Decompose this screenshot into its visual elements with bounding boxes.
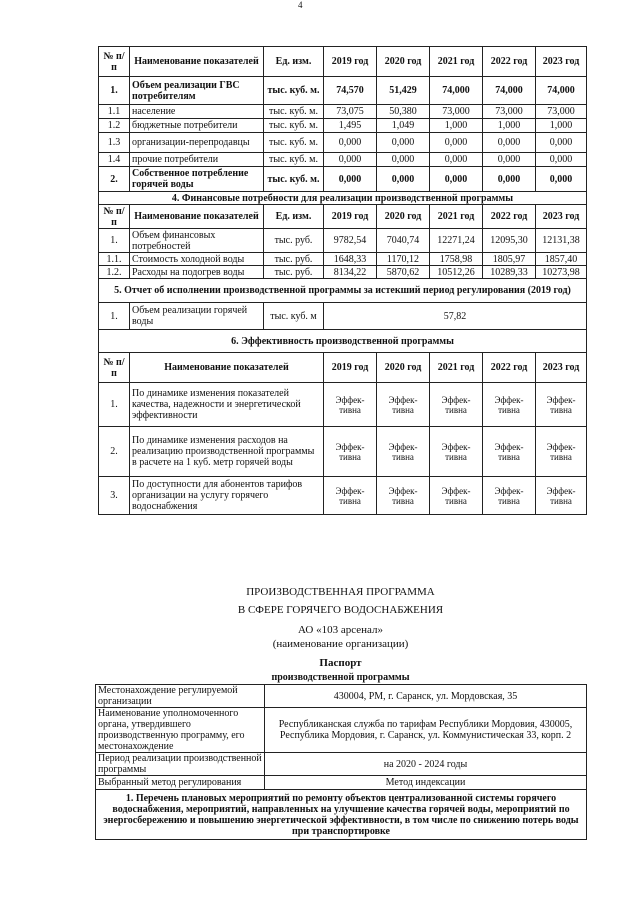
row-value: 8134,22	[324, 266, 377, 279]
row-value: 73,000	[483, 105, 536, 119]
row-value: 0,000	[324, 167, 377, 192]
row-value: 9782,54	[324, 229, 377, 253]
row-number: 1.	[99, 303, 130, 330]
row-value: 1,000	[430, 119, 483, 133]
row-value: 0,000	[430, 153, 483, 167]
header-cell: 2021 год	[430, 205, 483, 229]
passport-label: Наименование уполномоченного органа, утвердившего производственную программу, его местонахождение	[96, 708, 265, 753]
passport-value: на 2020 - 2024 годы	[265, 753, 587, 776]
header-cell: 2022 год	[483, 353, 536, 383]
efficiency-value: Эффек-тивна	[430, 477, 483, 515]
row-unit: тыс. куб. м.	[264, 105, 324, 119]
passport-row	[96, 776, 587, 790]
row-name: бюджетные потребители	[130, 119, 264, 133]
passport-label: Период реализации производственной программы	[96, 753, 265, 776]
table-row	[99, 119, 587, 133]
section-title-row	[96, 790, 587, 840]
header-cell: Наименование показателей	[130, 353, 324, 383]
row-unit: тыс. куб. м.	[264, 119, 324, 133]
row-name: Расходы на подогрев воды	[130, 266, 264, 279]
row-number: 1.	[99, 77, 130, 105]
passport-section-1-title: 1. Перечень плановых мероприятий по ремонту объектов централизованной системы горячего водоснабжения, мероприятий, направленных на улучшение качества горячей воды, мероприятий по энергосбережению и повышению энергетической эффективности, в том числе по снижению потерь воды при транспортировке	[96, 790, 587, 840]
row-value: 0,000	[483, 133, 536, 153]
row-value: 51,429	[377, 77, 430, 105]
section-title-row	[99, 279, 587, 303]
report-value: 57,82	[324, 303, 587, 330]
row-value: 74,570	[324, 77, 377, 105]
header-cell: Ед. изм.	[264, 205, 324, 229]
efficiency-value: Эффек-тивна	[483, 427, 536, 477]
row-name: По динамике изменения показателей качества, надежности и энергетической эффективности	[130, 383, 324, 427]
row-value: 74,000	[430, 77, 483, 105]
table-row	[99, 253, 587, 266]
header-cell: 2020 год	[377, 353, 430, 383]
passport-subtitle: производственной программы	[271, 672, 410, 683]
row-value: 1,000	[536, 119, 587, 133]
header-cell: 2023 год	[536, 353, 587, 383]
row-value: 12131,38	[536, 229, 587, 253]
header-cell: Ед. изм.	[264, 47, 324, 77]
efficiency-value: Эффек-тивна	[377, 383, 430, 427]
row-value: 0,000	[536, 133, 587, 153]
header-cell: № п/п	[99, 47, 130, 77]
passport-value: Метод индексации	[265, 776, 587, 790]
row-unit: тыс. куб. м.	[264, 133, 324, 153]
efficiency-value: Эффек-тивна	[324, 427, 377, 477]
row-number: 1.	[99, 229, 130, 253]
row-value: 1648,33	[324, 253, 377, 266]
section-title-row	[99, 192, 587, 205]
efficiency-value: Эффек-тивна	[483, 383, 536, 427]
passport-title: Паспорт	[319, 657, 362, 669]
row-name: Объем реализации горячей воды	[130, 303, 264, 330]
row-unit: тыс. куб. м.	[264, 77, 324, 105]
table-row	[99, 303, 587, 330]
row-value: 1170,12	[377, 253, 430, 266]
row-value: 12271,24	[430, 229, 483, 253]
efficiency-value: Эффек-тивна	[430, 383, 483, 427]
row-number: 2.	[99, 167, 130, 192]
table-header-row	[99, 47, 587, 77]
row-value: 7040,74	[377, 229, 430, 253]
efficiency-value: Эффек-тивна	[430, 427, 483, 477]
section-4-title: 4. Финансовые потребности для реализации производственной программы	[99, 192, 587, 205]
row-value: 0,000	[324, 153, 377, 167]
row-value: 1758,98	[430, 253, 483, 266]
program-title-line2: В СФЕРЕ ГОРЯЧЕГО ВОДОСНАБЖЕНИЯ	[237, 604, 444, 616]
row-name: Стоимость холодной воды	[130, 253, 264, 266]
row-value: 12095,30	[483, 229, 536, 253]
row-value: 1,495	[324, 119, 377, 133]
table-row	[99, 427, 587, 477]
efficiency-value: Эффек-тивна	[377, 477, 430, 515]
row-value: 73,000	[536, 105, 587, 119]
header-cell: 2021 год	[430, 353, 483, 383]
header-cell: 2022 год	[483, 47, 536, 77]
efficiency-value: Эффек-тивна	[536, 427, 587, 477]
passport-row	[96, 753, 587, 776]
row-name: прочие потребители	[130, 153, 264, 167]
row-value: 0,000	[536, 167, 587, 192]
passport-row	[96, 708, 587, 753]
table-header-row	[99, 353, 587, 383]
efficiency-value: Эффек-тивна	[536, 477, 587, 515]
row-value: 5870,62	[377, 266, 430, 279]
row-value: 0,000	[377, 133, 430, 153]
row-value: 0,000	[377, 153, 430, 167]
efficiency-value: Эффек-тивна	[377, 427, 430, 477]
efficiency-value: Эффек-тивна	[483, 477, 536, 515]
row-name: Объем финансовых потребностей	[130, 229, 264, 253]
row-name: По динамике изменения расходов на реализацию производственной программы в расчете на 1 куб. метр горячей воды	[130, 427, 324, 477]
row-value: 0,000	[430, 133, 483, 153]
row-unit: тыс. куб. м	[264, 303, 324, 330]
header-cell: Наименование показателей	[130, 205, 264, 229]
table-row	[99, 105, 587, 119]
row-value: 1,000	[483, 119, 536, 133]
row-unit: тыс. руб.	[264, 229, 324, 253]
table-row	[99, 477, 587, 515]
section-5-title: 5. Отчет об исполнении производственной программы за истекший период регулирования (2019 год)	[99, 279, 587, 303]
page-number-mark: 4	[298, 0, 303, 10]
table-row	[99, 133, 587, 153]
row-value: 10273,98	[536, 266, 587, 279]
row-number: 1.3	[99, 133, 130, 153]
passport-value: Республиканская служба по тарифам Республики Мордовия, 430005, Республика Мордовия, г. Саранск, ул. Коммунистическая 33, корп. 2	[265, 708, 587, 753]
row-name: Объем реализации ГВС потребителям	[130, 77, 264, 105]
row-name: По доступности для абонентов тарифов организации на услугу горячего водоснабжения	[130, 477, 324, 515]
header-cell: 2020 год	[377, 205, 430, 229]
row-value: 73,075	[324, 105, 377, 119]
table-row	[99, 266, 587, 279]
row-value: 74,000	[483, 77, 536, 105]
row-name: население	[130, 105, 264, 119]
section-title-row	[99, 330, 587, 353]
row-value: 1805,97	[483, 253, 536, 266]
row-value: 74,000	[536, 77, 587, 105]
row-value: 10512,26	[430, 266, 483, 279]
program-title-line1: ПРОИЗВОДСТВЕННАЯ ПРОГРАММА	[246, 586, 435, 598]
row-value: 0,000	[430, 167, 483, 192]
header-cell: 2022 год	[483, 205, 536, 229]
row-name: организации-перепродавцы	[130, 133, 264, 153]
organization-note: (наименование организации)	[272, 638, 409, 650]
row-value: 1,049	[377, 119, 430, 133]
row-value: 73,000	[430, 105, 483, 119]
efficiency-value: Эффек-тивна	[536, 383, 587, 427]
row-number: 3.	[99, 477, 130, 515]
efficiency-value: Эффек-тивна	[324, 383, 377, 427]
passport-label: Местонахождение регулируемой организации	[96, 685, 265, 708]
passport-label: Выбранный метод регулирования	[96, 776, 265, 790]
efficiency-value: Эффек-тивна	[324, 477, 377, 515]
passport-row	[96, 685, 587, 708]
header-cell: 2023 год	[536, 47, 587, 77]
production-program-table	[98, 46, 587, 515]
header-cell: 2019 год	[324, 47, 377, 77]
table-row	[99, 229, 587, 253]
row-value: 0,000	[536, 153, 587, 167]
row-value: 10289,33	[483, 266, 536, 279]
header-cell: 2019 год	[324, 205, 377, 229]
row-number: 1.2	[99, 119, 130, 133]
row-value: 0,000	[483, 153, 536, 167]
table-row	[99, 167, 587, 192]
table-row	[99, 77, 587, 105]
passport-value: 430004, РМ, г. Саранск, ул. Мордовская, 35	[265, 685, 587, 708]
row-number: 1.1	[99, 105, 130, 119]
header-cell: 2021 год	[430, 47, 483, 77]
row-name: Собственное потребление горячей воды	[130, 167, 264, 192]
row-unit: тыс. руб.	[264, 253, 324, 266]
header-cell: № п/п	[99, 205, 130, 229]
row-value: 0,000	[324, 133, 377, 153]
row-number: 2.	[99, 427, 130, 477]
header-cell: 2019 год	[324, 353, 377, 383]
row-value: 0,000	[377, 167, 430, 192]
row-unit: тыс. куб. м.	[264, 167, 324, 192]
header-cell: 2020 год	[377, 47, 430, 77]
header-cell: № п/п	[99, 353, 130, 383]
organization-name: АО «103 арсенал»	[298, 624, 383, 636]
row-number: 1.2.	[99, 266, 130, 279]
passport-table	[95, 684, 587, 840]
row-value: 50,380	[377, 105, 430, 119]
row-unit: тыс. куб. м.	[264, 153, 324, 167]
row-number: 1.4	[99, 153, 130, 167]
row-value: 0,000	[483, 167, 536, 192]
table-row	[99, 383, 587, 427]
table-header-row	[99, 205, 587, 229]
row-number: 1.	[99, 383, 130, 427]
row-unit: тыс. руб.	[264, 266, 324, 279]
header-cell: Наименование показателей	[130, 47, 264, 77]
table-row	[99, 153, 587, 167]
row-value: 1857,40	[536, 253, 587, 266]
header-cell: 2023 год	[536, 205, 587, 229]
row-number: 1.1.	[99, 253, 130, 266]
section-6-title: 6. Эффективность производственной программы	[99, 330, 587, 353]
